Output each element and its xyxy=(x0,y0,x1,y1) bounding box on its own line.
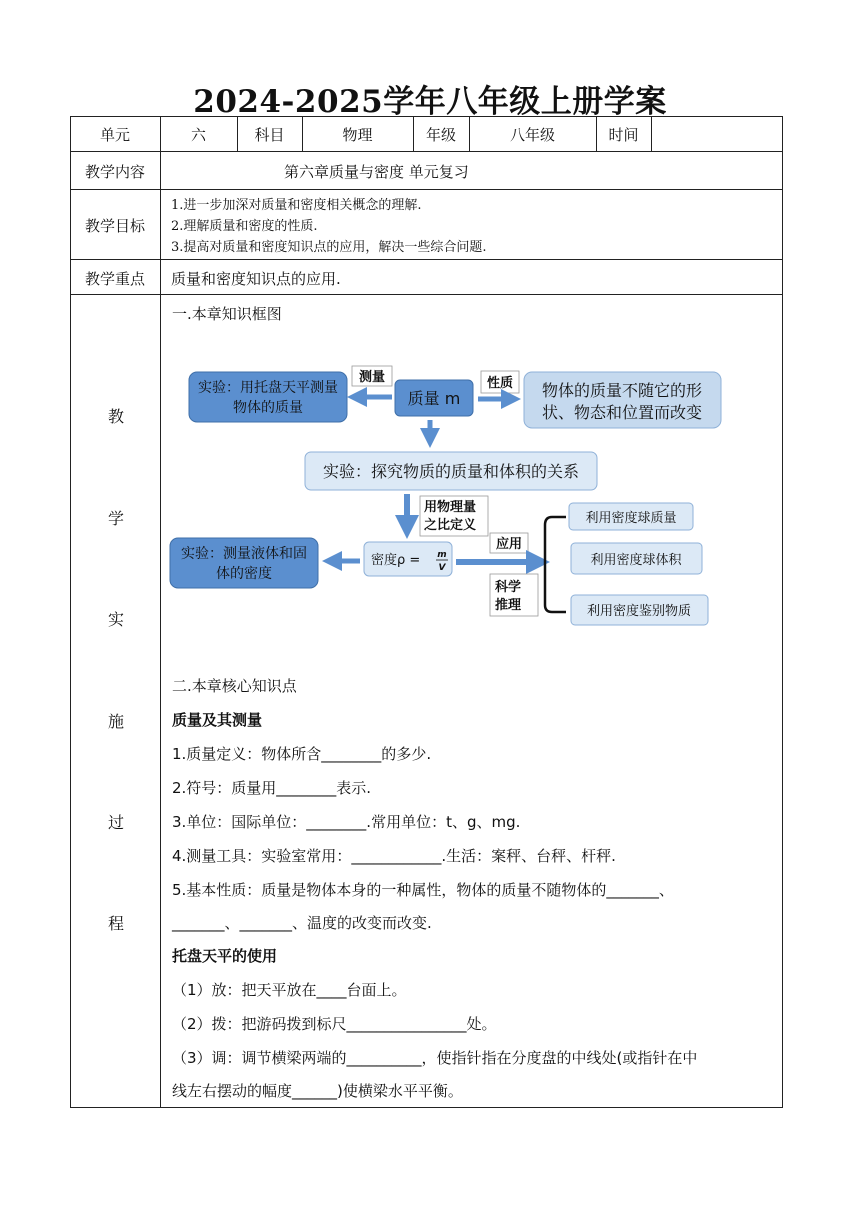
unit-value: 六 xyxy=(190,126,206,144)
balance-item: 线左右摆动的幅度______)使横梁水平平衡。 xyxy=(172,1082,463,1100)
svg-text:性质: 性质 xyxy=(486,376,514,391)
svg-text:实验：探究物质的质量和体积的关系: 实验：探究物质的质量和体积的关系 xyxy=(322,462,580,481)
balance-item: （3）调：调节横梁两端的__________，使指针指在分度盘的中线处(或指针在中 xyxy=(172,1049,698,1067)
svg-text:科学: 科学 xyxy=(495,580,522,595)
apply-label xyxy=(490,533,528,553)
mass-node xyxy=(395,380,473,416)
content-value: 第六章质量与密度 单元复习 xyxy=(284,163,469,181)
grade-label: 年级 xyxy=(425,126,456,144)
mass-item: 2.符号：质量用________表示. xyxy=(172,779,372,797)
property-label xyxy=(481,371,519,393)
svg-text:物体的质量不随它的形: 物体的质量不随它的形 xyxy=(541,381,703,400)
goal-item: 1.进一步加深对质量和密度相关概念的理解. xyxy=(171,198,422,213)
process-label-char: 程 xyxy=(107,914,124,933)
svg-text:状、物态和位置而改变: 状、物态和位置而改变 xyxy=(541,403,703,422)
focus-label: 教学重点 xyxy=(84,270,145,288)
exp-balance-node xyxy=(189,372,347,422)
svg-text:m: m xyxy=(437,550,447,560)
svg-text:利用密度球质量: 利用密度球质量 xyxy=(585,511,677,526)
mass-item: 1.质量定义：物体所含________的多少. xyxy=(172,745,432,763)
exp-density-node xyxy=(170,538,318,588)
svg-text:体的密度: 体的密度 xyxy=(216,566,272,582)
balance-item: （1）放：把天平放在____台面上。 xyxy=(172,981,407,999)
svg-text:利用密度鉴别物质: 利用密度鉴别物质 xyxy=(586,604,692,619)
mass-item: 5.基本性质：质量是物体本身的一种属性，物体的质量不随物体的_______、 xyxy=(172,881,674,899)
subject-label: 科目 xyxy=(254,126,285,144)
content-label: 教学内容 xyxy=(84,163,145,181)
exp-explore-node xyxy=(305,452,597,490)
exp-balance-text: 实验：用托盘天平测量 xyxy=(198,380,338,396)
focus-value: 质量和密度知识点的应用. xyxy=(171,270,341,288)
app-node xyxy=(571,595,708,625)
svg-text:密度ρ =: 密度ρ = xyxy=(371,553,421,568)
knowledge-diagram xyxy=(0,350,860,650)
density-node xyxy=(364,542,452,576)
process-label-char: 教 xyxy=(107,407,124,426)
svg-text:实验：测量液体和固: 实验：测量液体和固 xyxy=(181,546,307,562)
process-label-char: 实 xyxy=(107,610,124,629)
process-label-char: 过 xyxy=(107,813,124,832)
svg-text:推理: 推理 xyxy=(495,598,522,613)
subject-value: 物理 xyxy=(342,126,373,144)
goal-item: 2.理解质量和密度的性质. xyxy=(171,219,318,234)
app-node xyxy=(571,543,702,574)
time-label: 时间 xyxy=(608,126,639,144)
unit-label: 单元 xyxy=(99,126,130,144)
mass-heading: 质量及其测量 xyxy=(172,711,263,729)
svg-text:利用密度球体积: 利用密度球体积 xyxy=(590,553,682,568)
balance-heading: 托盘天平的使用 xyxy=(172,947,278,965)
goals-label: 教学目标 xyxy=(84,217,145,235)
svg-text:质量 m: 质量 m xyxy=(407,389,461,408)
svg-text:V: V xyxy=(438,563,446,573)
balance-item: （2）拨：把游码拨到标尺________________处。 xyxy=(172,1015,497,1033)
section-heading: 一.本章知识框图 xyxy=(172,305,282,323)
grade-value: 八年级 xyxy=(509,126,555,144)
exp-balance-text: 物体的质量 xyxy=(233,400,303,416)
mass-item: 3.单位：国际单位：________.常用单位：t、g、mg. xyxy=(172,813,521,831)
section-heading: 二.本章核心知识点 xyxy=(172,677,297,695)
page-title: 2024-2025学年八年级上册学案 xyxy=(193,84,667,120)
property-node xyxy=(524,372,721,428)
app-node xyxy=(569,503,693,530)
svg-text:之比定义: 之比定义 xyxy=(424,518,477,533)
reasoning-label xyxy=(490,574,538,616)
goal-item: 3.提高对质量和密度知识点的应用，解决一些综合问题. xyxy=(171,240,487,255)
svg-text:测量: 测量 xyxy=(358,370,386,385)
process-label-char: 学 xyxy=(107,509,124,528)
app-bracket xyxy=(545,517,566,612)
svg-text:用物理量: 用物理量 xyxy=(424,500,477,515)
measure-label xyxy=(352,366,392,386)
process-label-char: 施 xyxy=(107,712,124,731)
define-label xyxy=(420,496,488,536)
mass-item: 4.测量工具：实验室常用：____________.生活：案秤、台秤、杆秤. xyxy=(172,847,616,865)
svg-text:应用: 应用 xyxy=(495,537,523,552)
mass-item: _______、_______、温度的改变而改变. xyxy=(172,914,432,932)
